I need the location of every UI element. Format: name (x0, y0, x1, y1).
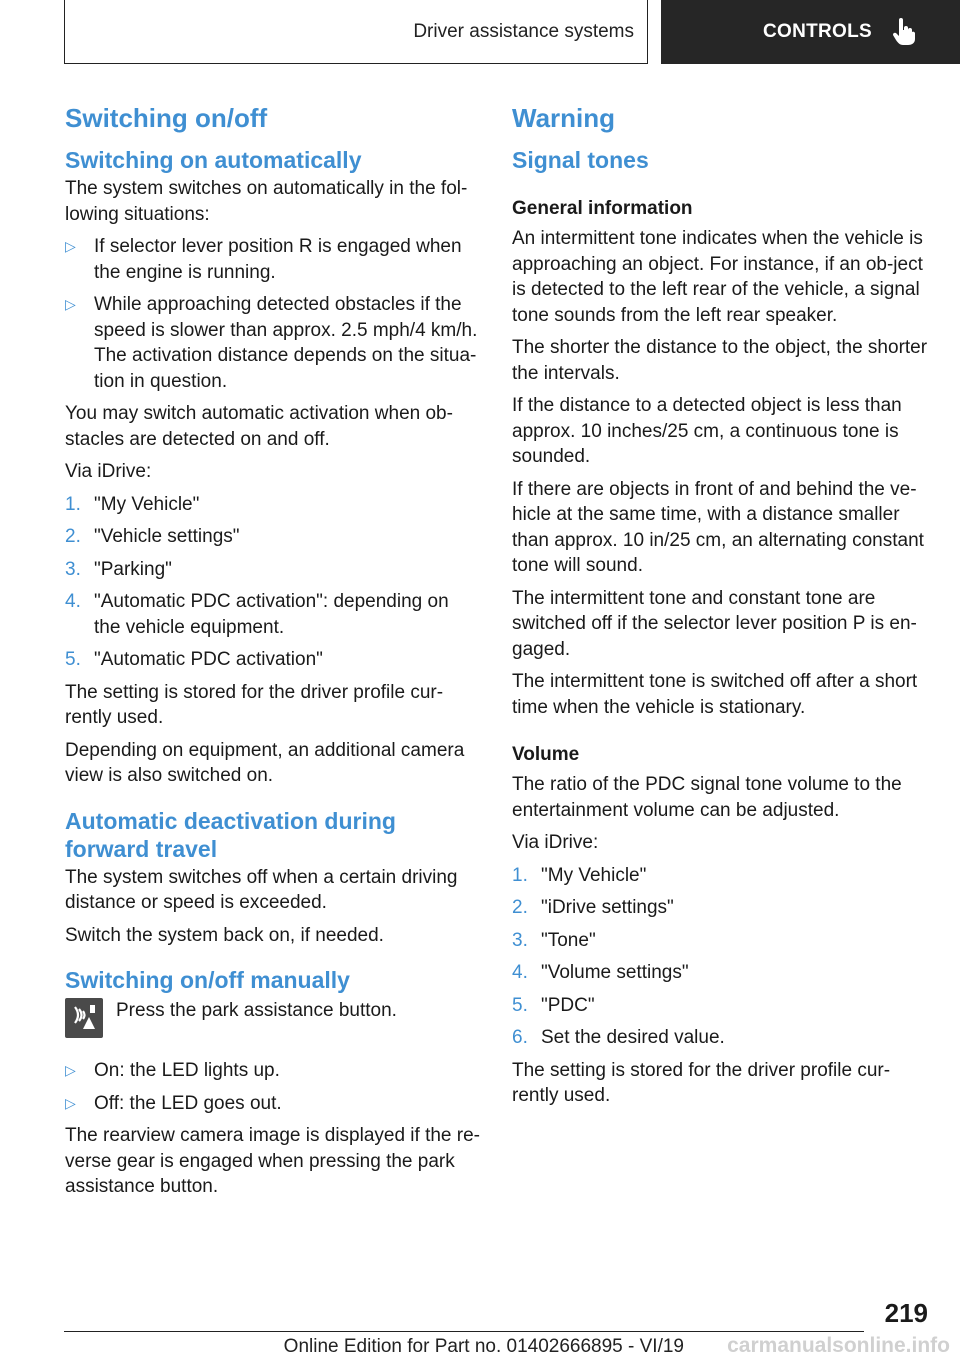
list-item: 5. "Automatic PDC activation" (65, 649, 323, 670)
list-item: 3. "Parking" (65, 558, 172, 580)
paragraph: Via iDrive: (512, 832, 599, 853)
subsection-heading-auto-on: Switching on automatically (65, 147, 362, 173)
paragraph: The setting is stored for the driver profile cur-rently used. (65, 681, 444, 728)
list-item: 5. "PDC" (512, 994, 595, 1016)
steps-list (65, 492, 480, 673)
paragraph: If the distance to a detected object is less than approx. 10 inches/25 cm, a continuous tone is sounded. (512, 395, 902, 467)
paragraph: An intermittent tone indicates when the vehicle is approaching an object. For instance, if an ob-ject is detected to the left rear of the vehicle, a signal tone sounds from the left rear speaker. (512, 228, 923, 326)
list-item: 6. Set the desired value. (512, 1027, 725, 1048)
paragraph: The intermittent tone and constant tone are switched off if the selector lever position P is en-gaged. (512, 587, 917, 660)
button-instruction (65, 998, 480, 1042)
steps-list (512, 863, 932, 1051)
edition-text: Online Edition for Part no. 01402666895 - VI/19 (283, 1336, 684, 1357)
page-header (0, 0, 960, 66)
subsection-heading-auto-off: Automatic deactivation during forward travel (65, 807, 396, 862)
list-item: 2. "iDrive settings" (512, 897, 674, 918)
list-item: 4. "Automatic PDC activation": depending on the vehicle equipment. (65, 591, 449, 638)
bullet-list (65, 234, 480, 394)
paragraph: The setting is stored for the driver profile cur-rently used. (512, 1059, 891, 1106)
paragraph: If there are objects in front of and behind the ve-hicle at the same time, with a distance smaller than approx. 10 in/25 cm, an alternating constant tone will sound. (512, 478, 924, 576)
section-heading: Switching on/off (65, 103, 268, 133)
paragraph: The shorter the distance to the object, the shorter the intervals. (512, 337, 928, 384)
list-item: ▷ On: the LED lights up. (65, 1058, 480, 1084)
chapter-title: CONTROLS (763, 21, 873, 42)
subheading-volume: Volume (512, 744, 580, 765)
paragraph: Depending on equipment, an additional camera view is also switched on. (65, 739, 465, 786)
list-item: 4. "Volume settings" (512, 962, 689, 983)
bullet-list (65, 1058, 480, 1116)
triangle-bullet-icon: ▷ (65, 1062, 76, 1078)
park-assist-button-icon (65, 998, 103, 1038)
list-item: 1. "My Vehicle" (512, 864, 647, 886)
subsection-heading-manual: Switching on/off manually (65, 967, 350, 993)
paragraph: Switch the system back on, if needed. (65, 924, 384, 946)
paragraph: The system switches on automatically in the fol-lowing situations: (65, 178, 468, 225)
section-title: Driver assistance systems (64, 0, 648, 64)
subsection-heading-signal-tones: Signal tones (512, 147, 649, 173)
paragraph: Via iDrive: (65, 461, 152, 482)
paragraph: The ratio of the PDC signal tone volume to the entertainment volume can be adjusted. (512, 774, 902, 821)
paragraph: You may switch automatic activation when ob-stacles are detected on and off. (65, 403, 453, 450)
list-item: 2. "Vehicle settings" (65, 526, 240, 547)
section-heading: Warning (512, 103, 616, 133)
triangle-bullet-icon: ▷ (65, 1094, 76, 1111)
pointing-hand-icon (892, 18, 916, 46)
chapter-tab (661, 0, 960, 64)
watermark: carmanualsonline.info (727, 1334, 950, 1357)
paragraph: The system switches off when a certain driving distance or speed is exceeded. (65, 866, 458, 913)
left-column (65, 100, 480, 1207)
page-number: 219 (884, 1298, 928, 1328)
paragraph: Press the park assistance button. (116, 1000, 397, 1021)
list-item: ▷ Off: the LED goes out. (65, 1091, 480, 1117)
triangle-bullet-icon: ▷ (65, 296, 76, 312)
triangle-bullet-icon: ▷ (65, 238, 76, 254)
footer-divider (64, 1331, 864, 1332)
subheading-general-information: General information (512, 198, 693, 219)
list-item: ▷ While approaching detected obstacles if the speed is slower than approx. 2.5 mph/4 km/h. The activation distance depends on the situa-tion in question. (65, 294, 478, 392)
right-column (512, 100, 932, 1116)
list-item: 1. "My Vehicle" (65, 493, 200, 515)
paragraph: The intermittent tone is switched off after a short time when the vehicle is stationary. (512, 671, 918, 718)
paragraph: The rearview camera image is displayed if the re-verse gear is engaged when pressing the park assistance button. (65, 1125, 481, 1197)
list-item: 3. "Tone" (512, 929, 596, 951)
list-item: ▷ If selector lever position R is engaged when the engine is running. (65, 236, 462, 283)
